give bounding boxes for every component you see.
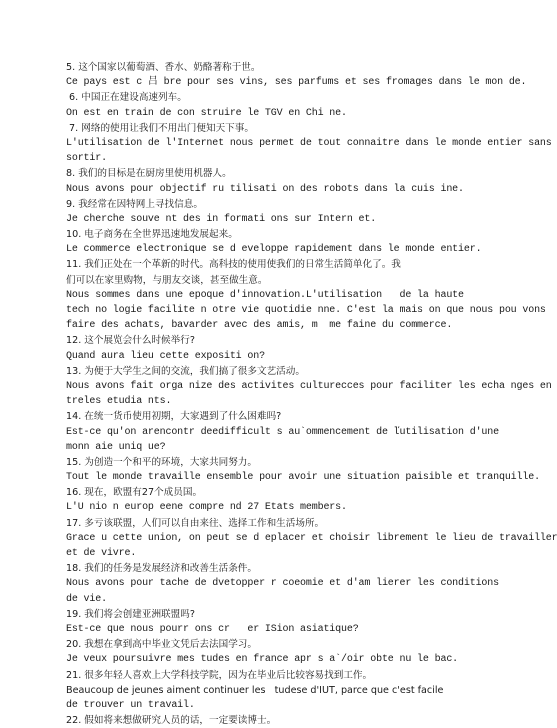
text-line: 14. 在统一货币使用初期，大家遇到了什么困难吗?: [66, 411, 282, 423]
text-line: 12. 这个展览会什么时候举行?: [66, 335, 195, 347]
text-line: monn aie uniq ue?: [66, 441, 166, 453]
text-line: Nous avons pour objectif ru tilisati on des robots dans la cuis ine.: [66, 183, 464, 195]
text-line: 20. 我想在拿到高中毕业文凭后去法国学习。: [66, 639, 257, 651]
text-line: 21. 很多年轻人喜欢上大学科技学院，因为在毕业后比较容易找到工作。: [66, 669, 373, 681]
text-line: L'U nio n europ eene compre nd 27 Etats members.: [66, 502, 347, 514]
text-line: 5. 这个国家以葡萄酒、香水、奶酪著称于世。: [66, 62, 261, 73]
text-line: 19. 我们将会创建亚洲联盟吗?: [66, 608, 195, 620]
text-line: 13. 为便于大学生之间的交流，我们搞了很多文艺活动。: [66, 365, 305, 377]
text-line: On est en train de con struire le TGV en Chi ne.: [66, 107, 347, 119]
text-line: Est-ce qu'on arencontr deedifficult s au`ommencement de ľutilisation d'une: [66, 426, 499, 438]
text-line: 22. 假如将来想做研究人员的话，一定要读博士。: [66, 715, 277, 727]
text-line: de vie.: [66, 593, 107, 605]
text-line: 10. 电子商务在全世界迅速地发展起来。: [66, 229, 238, 241]
text-line: Je cherche souve nt des in formati ons sur Intern et.: [66, 213, 377, 225]
text-line: Nous avons fait orga nize des activites culturecces pour faciliter les echa nges en: [66, 380, 552, 392]
text-line: Tout le monde travaille ensemble pour avoir une situation paisible et tranquille.: [66, 472, 540, 484]
text-line: Quand aura lieu cette expositi on?: [66, 350, 265, 362]
text-line: Je veux poursuivre mes tudes en france apr s a`/oir obte nu le bac.: [66, 654, 459, 666]
text-line: faire des achats, bavarder avec des amis, m me faine du commerce.: [66, 320, 453, 332]
text-line: L'utilisation de l'Internet nous permet de tout connaitre dans le monde entier sans: [66, 137, 552, 149]
text-line: Ce pays est c 吕 bre pour ses vins, ses parfums et ses fromages dans le mon de.: [66, 77, 527, 89]
text-line: Le commerce electronique se d eveloppe rapidement dans le monde entier.: [66, 244, 482, 256]
text-line: 15. 为创造一个和平的环境，大家共同努力。: [66, 456, 257, 468]
text-line: 们可以在家里购物，与朋友交谈，甚至做生意。: [66, 274, 268, 286]
text-line: Grace u cette union, on peut se d eplacer et choisir librement le lieu de travailler: [66, 532, 557, 544]
text-line: 17. 多亏该联盟，人们可以自由来往、选择工作和生活场所。: [66, 517, 325, 529]
text-line: et de vivre.: [66, 548, 137, 559]
text-line: 7. 网络的使用让我们不用出门便知天下事。: [66, 122, 254, 134]
text-line: Nous avons pour tache de dvetopper r coeomie et d'am lierer les conditions: [66, 578, 499, 590]
text-line: sortir.: [66, 153, 107, 165]
text-line: 6. 中国正在建设高速列车。: [66, 92, 187, 104]
text-line: 11. 我们正处在一个革新的时代。高科技的使用使我们的日常生活简单化了。我: [66, 259, 401, 271]
text-line: 18. 我们的任务是发展经济和改善生活条件。: [66, 563, 257, 575]
text-line: Beaucoup de jeunes aiment continuer les tudese d'IUT, parce que c'est facile: [66, 684, 444, 696]
text-line: de trouver un travail.: [66, 699, 195, 711]
text-line: 8. 我们的目标是在厨房里使用机器人。: [66, 168, 232, 180]
text-line: treles etudia nts.: [66, 396, 172, 408]
text-line: tech no logie facilite n otre vie quotidie nne. C'est la mais on que nous pou vons: [66, 305, 546, 316]
text-line: Est-ce que nous pourr ons cr er ISion asiatique?: [66, 623, 359, 635]
text-line: 16. 现在，欧盟有27个成员国。: [66, 487, 203, 499]
document-text: [66, 60, 557, 728]
text-line: 9. 我经常在因特网上寻找信息。: [66, 198, 203, 210]
text-line: Nous sommes dans une epoque d'innovation.L'utilisation de la haute: [66, 289, 464, 301]
